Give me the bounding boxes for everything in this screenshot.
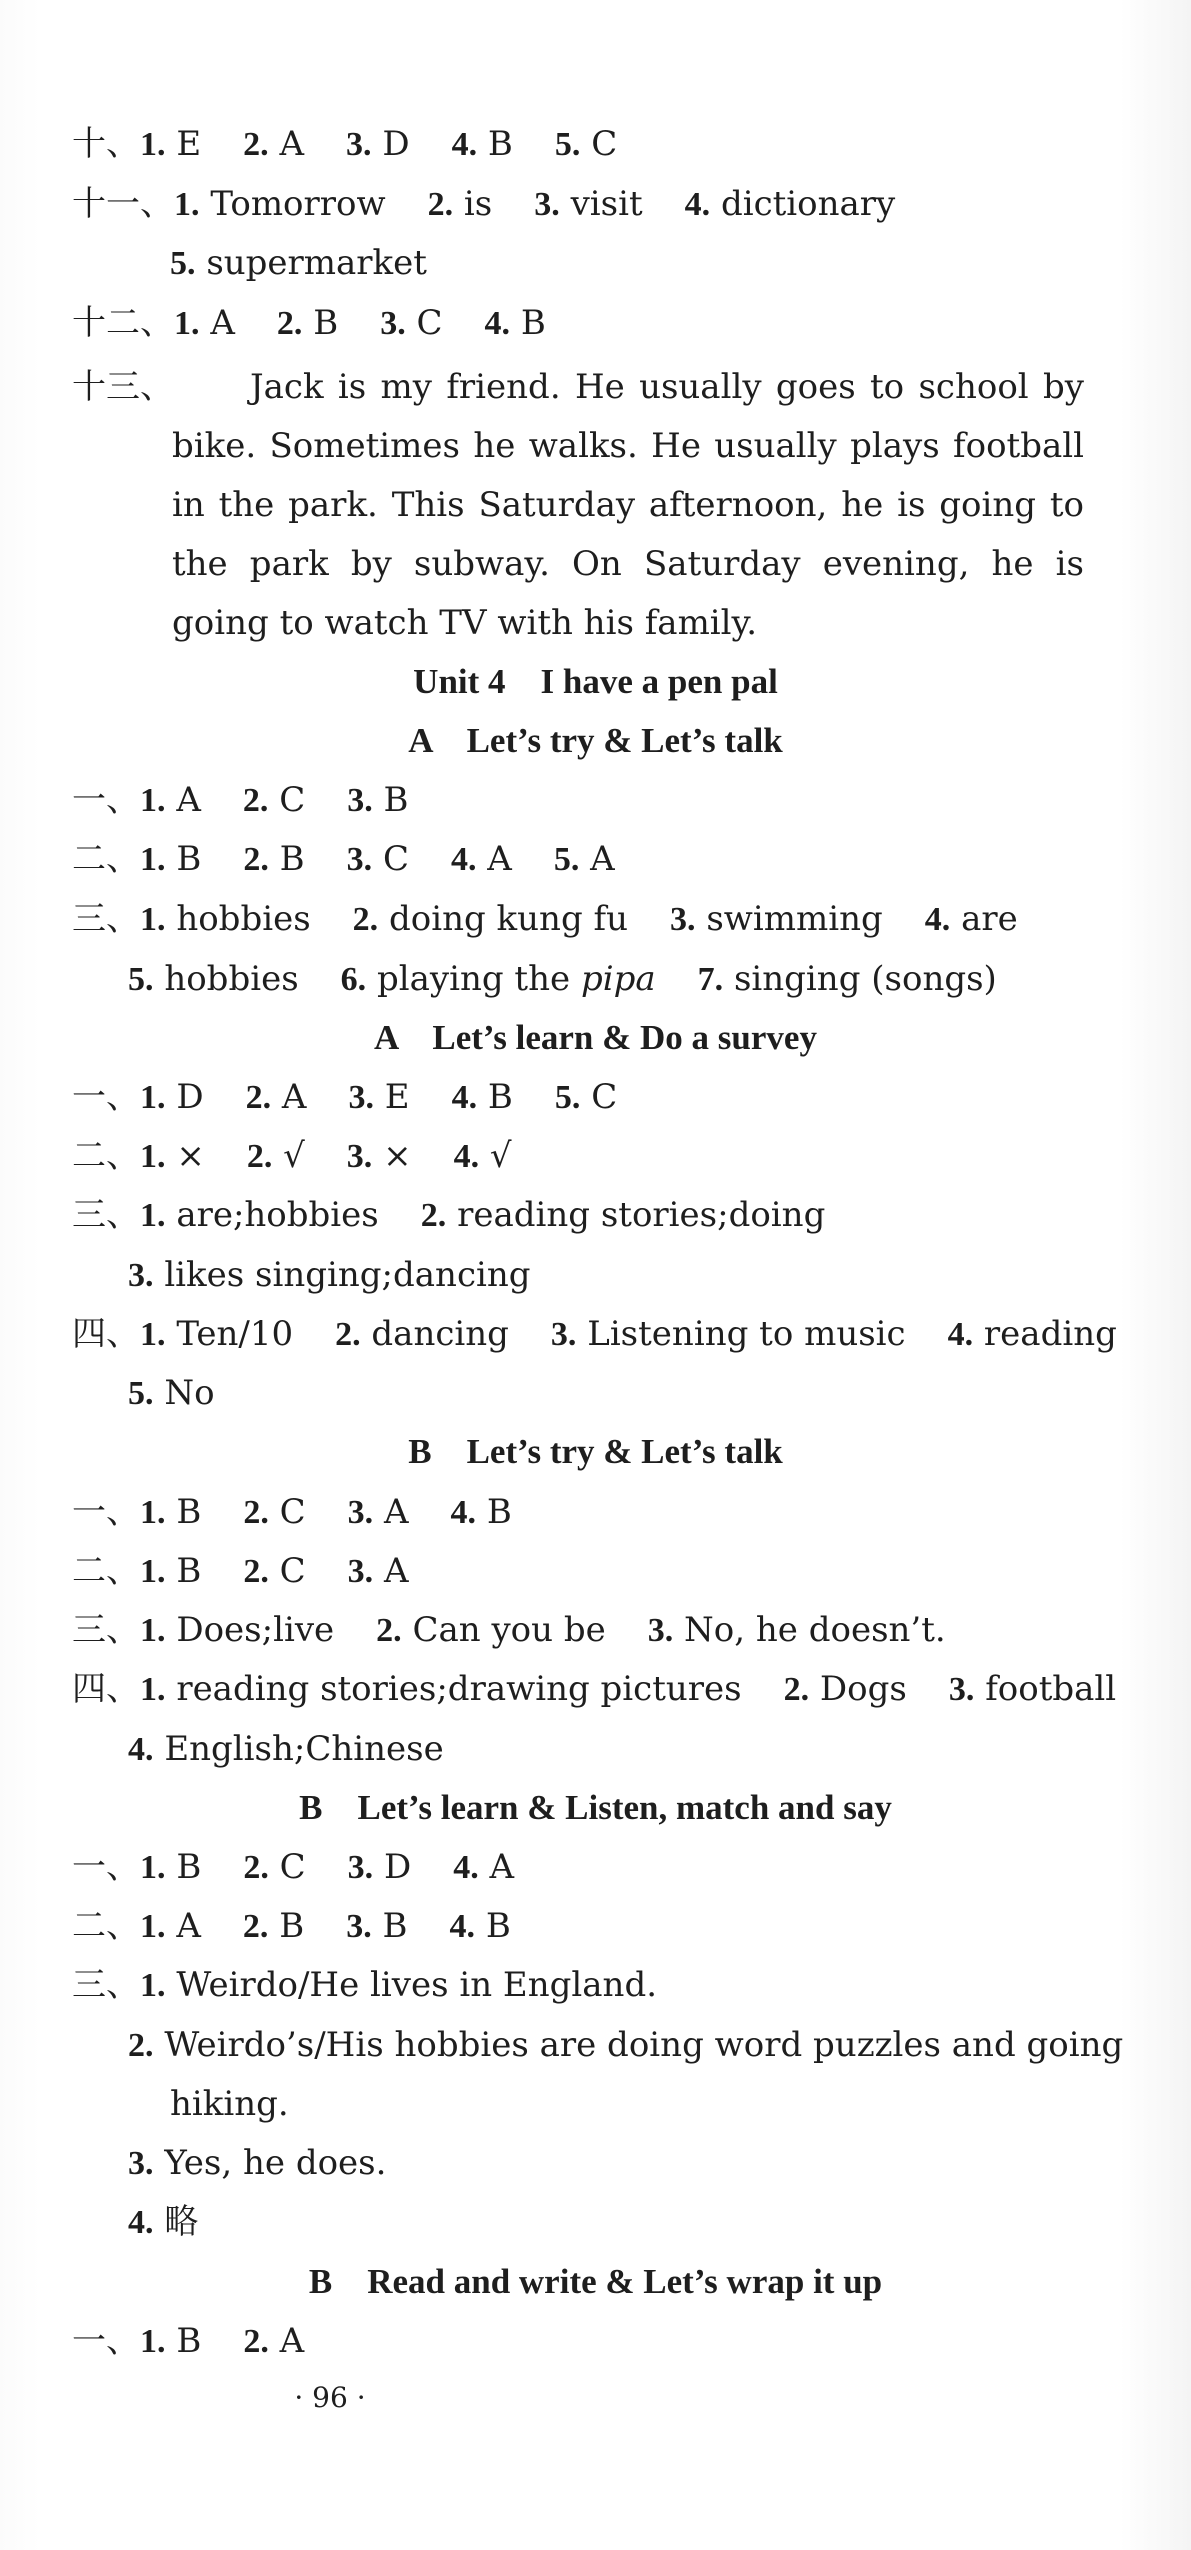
answer-line: 二、1. B 2. B 3. C 4. A 5. A: [72, 839, 615, 879]
answer-line: 四、1. Ten/10 2. dancing 3. Listening to music 4. reading: [72, 1314, 1117, 1354]
answer-line: 一、1. B 2. C 3. D 4. A: [72, 1847, 515, 1887]
answer-line: 4. 略: [128, 2202, 199, 2242]
answer-line: 二、1. A 2. B 3. B 4. B: [72, 1906, 511, 1946]
answer-line: 四、1. reading stories;drawing pictures 2. Dogs 3. football: [72, 1669, 1117, 1709]
section-heading: A Let’s try & Let’s talk: [408, 721, 783, 760]
section-heading: A Let’s learn & Do a survey: [374, 1018, 817, 1057]
answer-line: 4. English;Chinese: [128, 1729, 444, 1769]
page-number: · 96 ·: [294, 2381, 366, 2414]
answer-line: 一、1. D 2. A 3. E 4. B 5. C: [72, 1077, 618, 1117]
answer-line: 三、1. Weirdo/He lives in England.: [72, 1965, 658, 2005]
section-heading: B Read and write & Let’s wrap it up: [308, 2262, 883, 2301]
essay-answer: 十三、 Jack is my friend. He usually goes to school by bike. Sometimes he walks. He usually plays football in the park. This Saturday afternoon, he is going to the park by subway. On Saturday evening, he is going to watch TV with his family.: [72, 367, 1084, 643]
answer-line: 一、1. A 2. C 3. B: [72, 780, 409, 820]
answer-line: 三、1. Does;live 2. Can you be 3. No, he doesn’t.: [72, 1610, 946, 1650]
answer-line: 2. Weirdo’s/His hobbies are doing word puzzles and going: [128, 2025, 1124, 2065]
section-heading: B Let’s try & Let’s talk: [408, 1432, 783, 1471]
answer-line: 三、1. hobbies 2. doing kung fu 3. swimming 4. are: [72, 899, 1018, 939]
unit-title: Unit 4 I have a pen pal: [413, 662, 778, 701]
answer-line: hiking.: [170, 2084, 289, 2124]
answer-line: 二、1. B 2. C 3. A: [72, 1551, 409, 1591]
answer-line: 一、1. B 2. A: [72, 2321, 305, 2361]
answer-line: 5. No: [128, 1373, 215, 1413]
answer-line: 3. likes singing;dancing: [128, 1255, 531, 1295]
answer-line: 一、1. B 2. C 3. A 4. B: [72, 1492, 512, 1532]
answer-line: 3. Yes, he does.: [128, 2143, 387, 2183]
answer-line: 十一、1. Tomorrow 2. is 3. visit 4. dictionary: [72, 184, 896, 224]
answer-line: 5. supermarket: [170, 243, 427, 283]
answer-line: 5. hobbies 6. playing the pipa 7. singing (songs): [128, 959, 997, 999]
answer-line: 二、1. × 2. √ 3. × 4. √: [72, 1136, 512, 1176]
answer-line: 三、1. are;hobbies 2. reading stories;doing: [72, 1195, 826, 1235]
answer-line: 十、1. E 2. A 3. D 4. B 5. C: [72, 124, 618, 164]
answer-line: 十二、1. A 2. B 3. C 4. B: [72, 303, 546, 343]
section-heading: B Let’s learn & Listen, match and say: [299, 1788, 892, 1827]
